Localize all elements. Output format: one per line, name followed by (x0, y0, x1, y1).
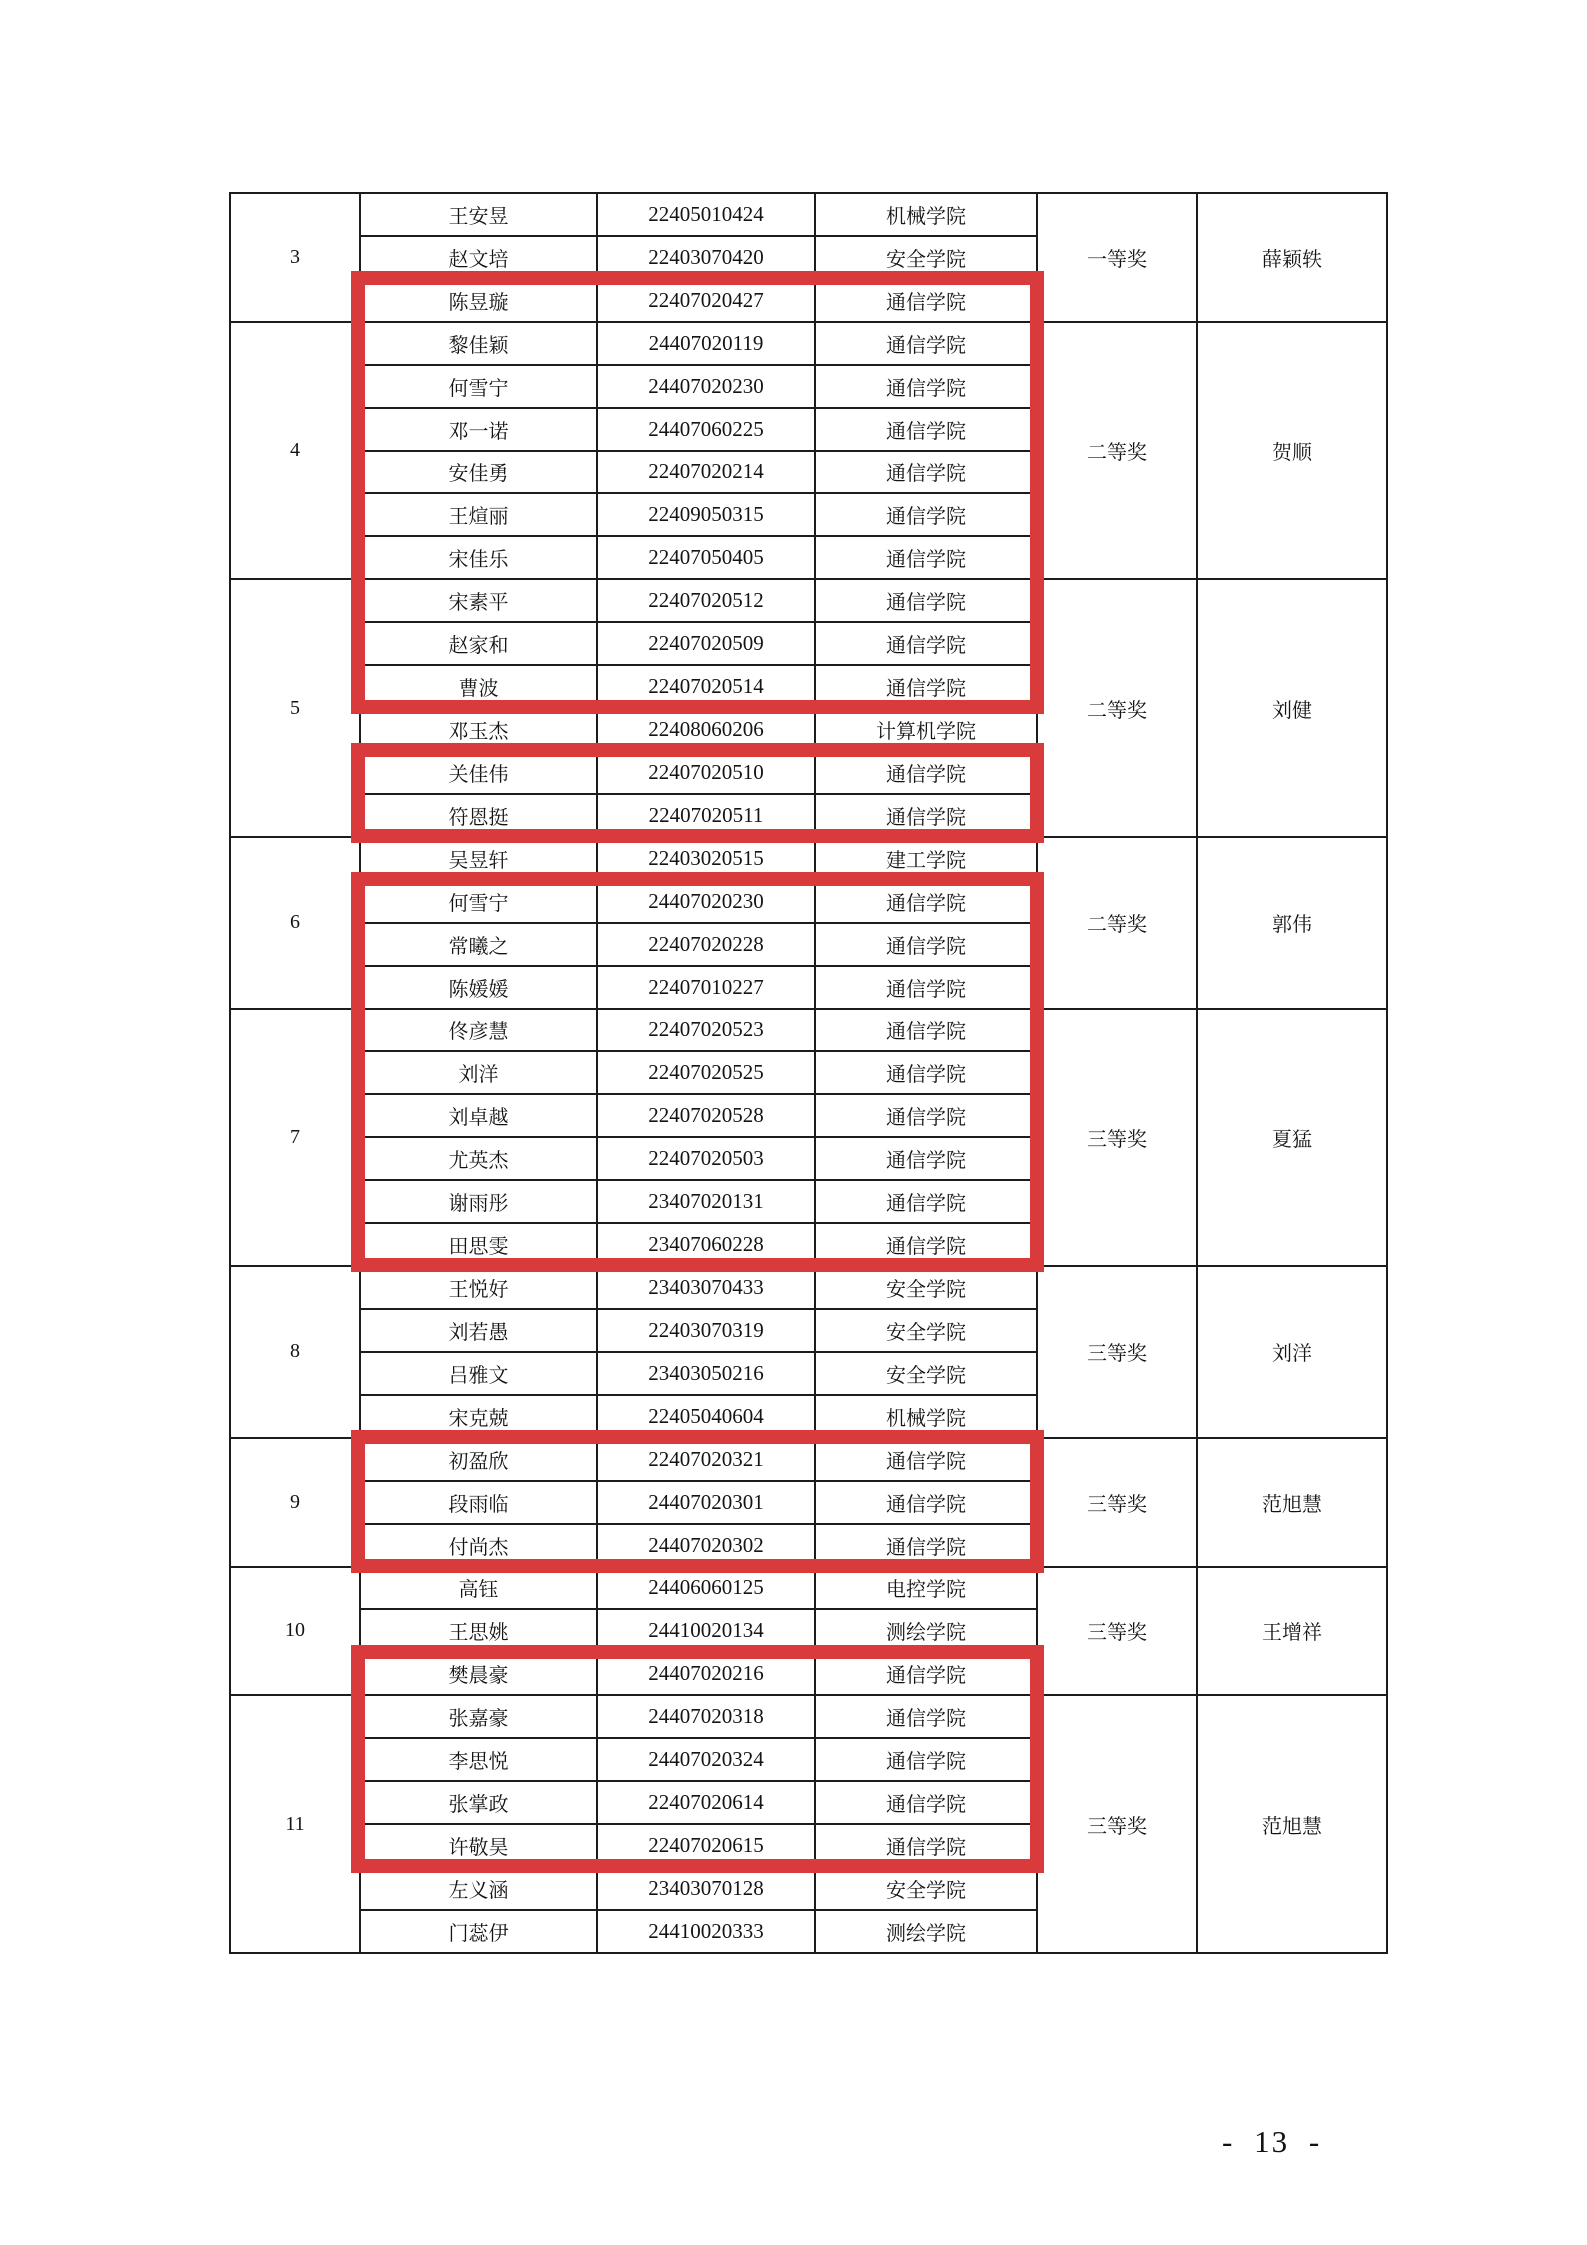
student-id-cell: 22407020214 (597, 451, 815, 494)
student-name-cell: 常曦之 (360, 923, 597, 966)
table-row (230, 1695, 1387, 1738)
student-id-cell: 23403070128 (597, 1867, 815, 1910)
student-name-cell: 邓玉杰 (360, 708, 597, 751)
college-cell: 通信学院 (815, 451, 1037, 494)
college-cell: 通信学院 (815, 579, 1037, 622)
college-cell: 通信学院 (815, 880, 1037, 923)
college-cell: 通信学院 (815, 923, 1037, 966)
college-cell: 建工学院 (815, 837, 1037, 880)
student-name-cell: 张嘉豪 (360, 1695, 597, 1738)
college-cell: 测绘学院 (815, 1910, 1037, 1953)
student-name-cell: 何雪宁 (360, 365, 597, 408)
student-name-cell: 刘卓越 (360, 1094, 597, 1137)
college-cell: 计算机学院 (815, 708, 1037, 751)
college-cell: 通信学院 (815, 1051, 1037, 1094)
student-id-cell: 23407020131 (597, 1180, 815, 1223)
student-id-cell: 22407050405 (597, 536, 815, 579)
student-name-cell: 曹波 (360, 665, 597, 708)
student-id-cell: 22403070420 (597, 236, 815, 279)
student-id-cell: 24410020333 (597, 1910, 815, 1953)
group-number-cell: 6 (230, 837, 360, 1009)
student-name-cell: 赵文培 (360, 236, 597, 279)
college-cell: 通信学院 (815, 408, 1037, 451)
student-id-cell: 23407060228 (597, 1223, 815, 1266)
table-row (230, 1009, 1387, 1052)
college-cell: 通信学院 (815, 1695, 1037, 1738)
student-id-cell: 24407060225 (597, 408, 815, 451)
college-cell: 通信学院 (815, 751, 1037, 794)
college-cell: 通信学院 (815, 794, 1037, 837)
student-name-cell: 宋克兢 (360, 1395, 597, 1438)
advisor-cell: 刘健 (1197, 579, 1387, 837)
student-id-cell: 22403070319 (597, 1309, 815, 1352)
college-cell: 电控学院 (815, 1567, 1037, 1610)
page-number: - 13 - (1222, 2124, 1322, 2159)
college-cell: 通信学院 (815, 1652, 1037, 1695)
student-name-cell: 何雪宁 (360, 880, 597, 923)
college-cell: 通信学院 (815, 622, 1037, 665)
student-id-cell: 24407020230 (597, 365, 815, 408)
group-number-cell: 7 (230, 1009, 360, 1267)
student-name-cell: 王煊丽 (360, 493, 597, 536)
group-number-cell: 8 (230, 1266, 360, 1438)
college-cell: 通信学院 (815, 1137, 1037, 1180)
college-cell: 通信学院 (815, 536, 1037, 579)
table-row (230, 1567, 1387, 1610)
student-id-cell: 22403020515 (597, 837, 815, 880)
student-name-cell: 佟彦慧 (360, 1009, 597, 1052)
student-id-cell: 23403070433 (597, 1266, 815, 1309)
student-name-cell: 谢雨彤 (360, 1180, 597, 1223)
student-name-cell: 尤英杰 (360, 1137, 597, 1180)
group-number-cell: 10 (230, 1567, 360, 1696)
student-id-cell: 22407020228 (597, 923, 815, 966)
student-id-cell: 23403050216 (597, 1352, 815, 1395)
award-cell: 三等奖 (1037, 1567, 1197, 1696)
student-id-cell: 22405040604 (597, 1395, 815, 1438)
table-row (230, 579, 1387, 622)
award-cell: 一等奖 (1037, 193, 1197, 322)
student-name-cell: 符恩挺 (360, 794, 597, 837)
group-number-cell: 4 (230, 322, 360, 580)
advisor-cell: 郭伟 (1197, 837, 1387, 1009)
student-id-cell: 22407020615 (597, 1824, 815, 1867)
student-id-cell: 24407020318 (597, 1695, 815, 1738)
table-row (230, 193, 1387, 236)
student-name-cell: 宋佳乐 (360, 536, 597, 579)
college-cell: 通信学院 (815, 1223, 1037, 1266)
award-cell: 三等奖 (1037, 1266, 1197, 1438)
student-name-cell: 樊晨豪 (360, 1652, 597, 1695)
award-cell: 三等奖 (1037, 1438, 1197, 1567)
college-cell: 通信学院 (815, 966, 1037, 1009)
award-cell: 二等奖 (1037, 579, 1197, 837)
college-cell: 通信学院 (815, 1481, 1037, 1524)
student-name-cell: 陈媛媛 (360, 966, 597, 1009)
student-id-cell: 22407020525 (597, 1051, 815, 1094)
student-name-cell: 刘若愚 (360, 1309, 597, 1352)
student-id-cell: 22409050315 (597, 493, 815, 536)
college-cell: 通信学院 (815, 1738, 1037, 1781)
student-name-cell: 邓一诺 (360, 408, 597, 451)
college-cell: 通信学院 (815, 365, 1037, 408)
student-id-cell: 22407020503 (597, 1137, 815, 1180)
college-cell: 通信学院 (815, 1524, 1037, 1567)
student-id-cell: 22407020514 (597, 665, 815, 708)
college-cell: 通信学院 (815, 1824, 1037, 1867)
college-cell: 通信学院 (815, 279, 1037, 322)
student-name-cell: 左义涵 (360, 1867, 597, 1910)
student-name-cell: 吴昱轩 (360, 837, 597, 880)
student-name-cell: 门蕊伊 (360, 1910, 597, 1953)
awards-table (229, 192, 1388, 1954)
student-id-cell: 22407020321 (597, 1438, 815, 1481)
student-id-cell: 22407020528 (597, 1094, 815, 1137)
college-cell: 通信学院 (815, 322, 1037, 365)
student-id-cell: 22407020512 (597, 579, 815, 622)
student-name-cell: 田思雯 (360, 1223, 597, 1266)
student-name-cell: 张掌政 (360, 1781, 597, 1824)
student-id-cell: 22407020510 (597, 751, 815, 794)
student-name-cell: 段雨临 (360, 1481, 597, 1524)
student-id-cell: 22407020427 (597, 279, 815, 322)
student-name-cell: 安佳勇 (360, 451, 597, 494)
award-cell: 二等奖 (1037, 322, 1197, 580)
college-cell: 机械学院 (815, 1395, 1037, 1438)
student-id-cell: 22408060206 (597, 708, 815, 751)
student-id-cell: 22407020509 (597, 622, 815, 665)
student-name-cell: 王安昱 (360, 193, 597, 236)
student-id-cell: 24407020302 (597, 1524, 815, 1567)
student-name-cell: 宋素平 (360, 579, 597, 622)
college-cell: 通信学院 (815, 1438, 1037, 1481)
student-name-cell: 刘洋 (360, 1051, 597, 1094)
college-cell: 安全学院 (815, 1867, 1037, 1910)
student-id-cell: 24407020324 (597, 1738, 815, 1781)
advisor-cell: 贺顺 (1197, 322, 1387, 580)
table-row (230, 1266, 1387, 1309)
student-id-cell: 24410020134 (597, 1609, 815, 1652)
student-name-cell: 李思悦 (360, 1738, 597, 1781)
college-cell: 通信学院 (815, 665, 1037, 708)
table-row (230, 1438, 1387, 1481)
student-id-cell: 22407020511 (597, 794, 815, 837)
college-cell: 机械学院 (815, 193, 1037, 236)
student-id-cell: 22407020614 (597, 1781, 815, 1824)
student-name-cell: 王悦好 (360, 1266, 597, 1309)
college-cell: 测绘学院 (815, 1609, 1037, 1652)
award-cell: 三等奖 (1037, 1009, 1197, 1267)
college-cell: 安全学院 (815, 1309, 1037, 1352)
student-name-cell: 赵家和 (360, 622, 597, 665)
advisor-cell: 刘洋 (1197, 1266, 1387, 1438)
student-id-cell: 24406060125 (597, 1567, 815, 1610)
table-row (230, 322, 1387, 365)
advisor-cell: 范旭慧 (1197, 1438, 1387, 1567)
student-name-cell: 初盈欣 (360, 1438, 597, 1481)
college-cell: 通信学院 (815, 1009, 1037, 1052)
student-id-cell: 24407020216 (597, 1652, 815, 1695)
advisor-cell: 王增祥 (1197, 1567, 1387, 1696)
student-name-cell: 许敬昊 (360, 1824, 597, 1867)
advisor-cell: 薛颖轶 (1197, 193, 1387, 322)
student-name-cell: 黎佳颖 (360, 322, 597, 365)
group-number-cell: 9 (230, 1438, 360, 1567)
group-number-cell: 5 (230, 579, 360, 837)
student-name-cell: 吕雅文 (360, 1352, 597, 1395)
college-cell: 通信学院 (815, 1781, 1037, 1824)
student-name-cell: 王思姚 (360, 1609, 597, 1652)
award-cell: 二等奖 (1037, 837, 1197, 1009)
student-name-cell: 付尚杰 (360, 1524, 597, 1567)
group-number-cell: 3 (230, 193, 360, 322)
student-name-cell: 高钰 (360, 1567, 597, 1610)
college-cell: 安全学院 (815, 1266, 1037, 1309)
award-cell: 三等奖 (1037, 1695, 1197, 1953)
advisor-cell: 夏猛 (1197, 1009, 1387, 1267)
student-id-cell: 22407020523 (597, 1009, 815, 1052)
college-cell: 安全学院 (815, 1352, 1037, 1395)
student-name-cell: 陈昱璇 (360, 279, 597, 322)
student-name-cell: 关佳伟 (360, 751, 597, 794)
student-id-cell: 24407020230 (597, 880, 815, 923)
college-cell: 通信学院 (815, 1180, 1037, 1223)
student-id-cell: 24407020119 (597, 322, 815, 365)
student-id-cell: 22407010227 (597, 966, 815, 1009)
table-row (230, 837, 1387, 880)
advisor-cell: 范旭慧 (1197, 1695, 1387, 1953)
college-cell: 通信学院 (815, 493, 1037, 536)
college-cell: 通信学院 (815, 1094, 1037, 1137)
college-cell: 安全学院 (815, 236, 1037, 279)
student-id-cell: 24407020301 (597, 1481, 815, 1524)
group-number-cell: 11 (230, 1695, 360, 1953)
student-id-cell: 22405010424 (597, 193, 815, 236)
